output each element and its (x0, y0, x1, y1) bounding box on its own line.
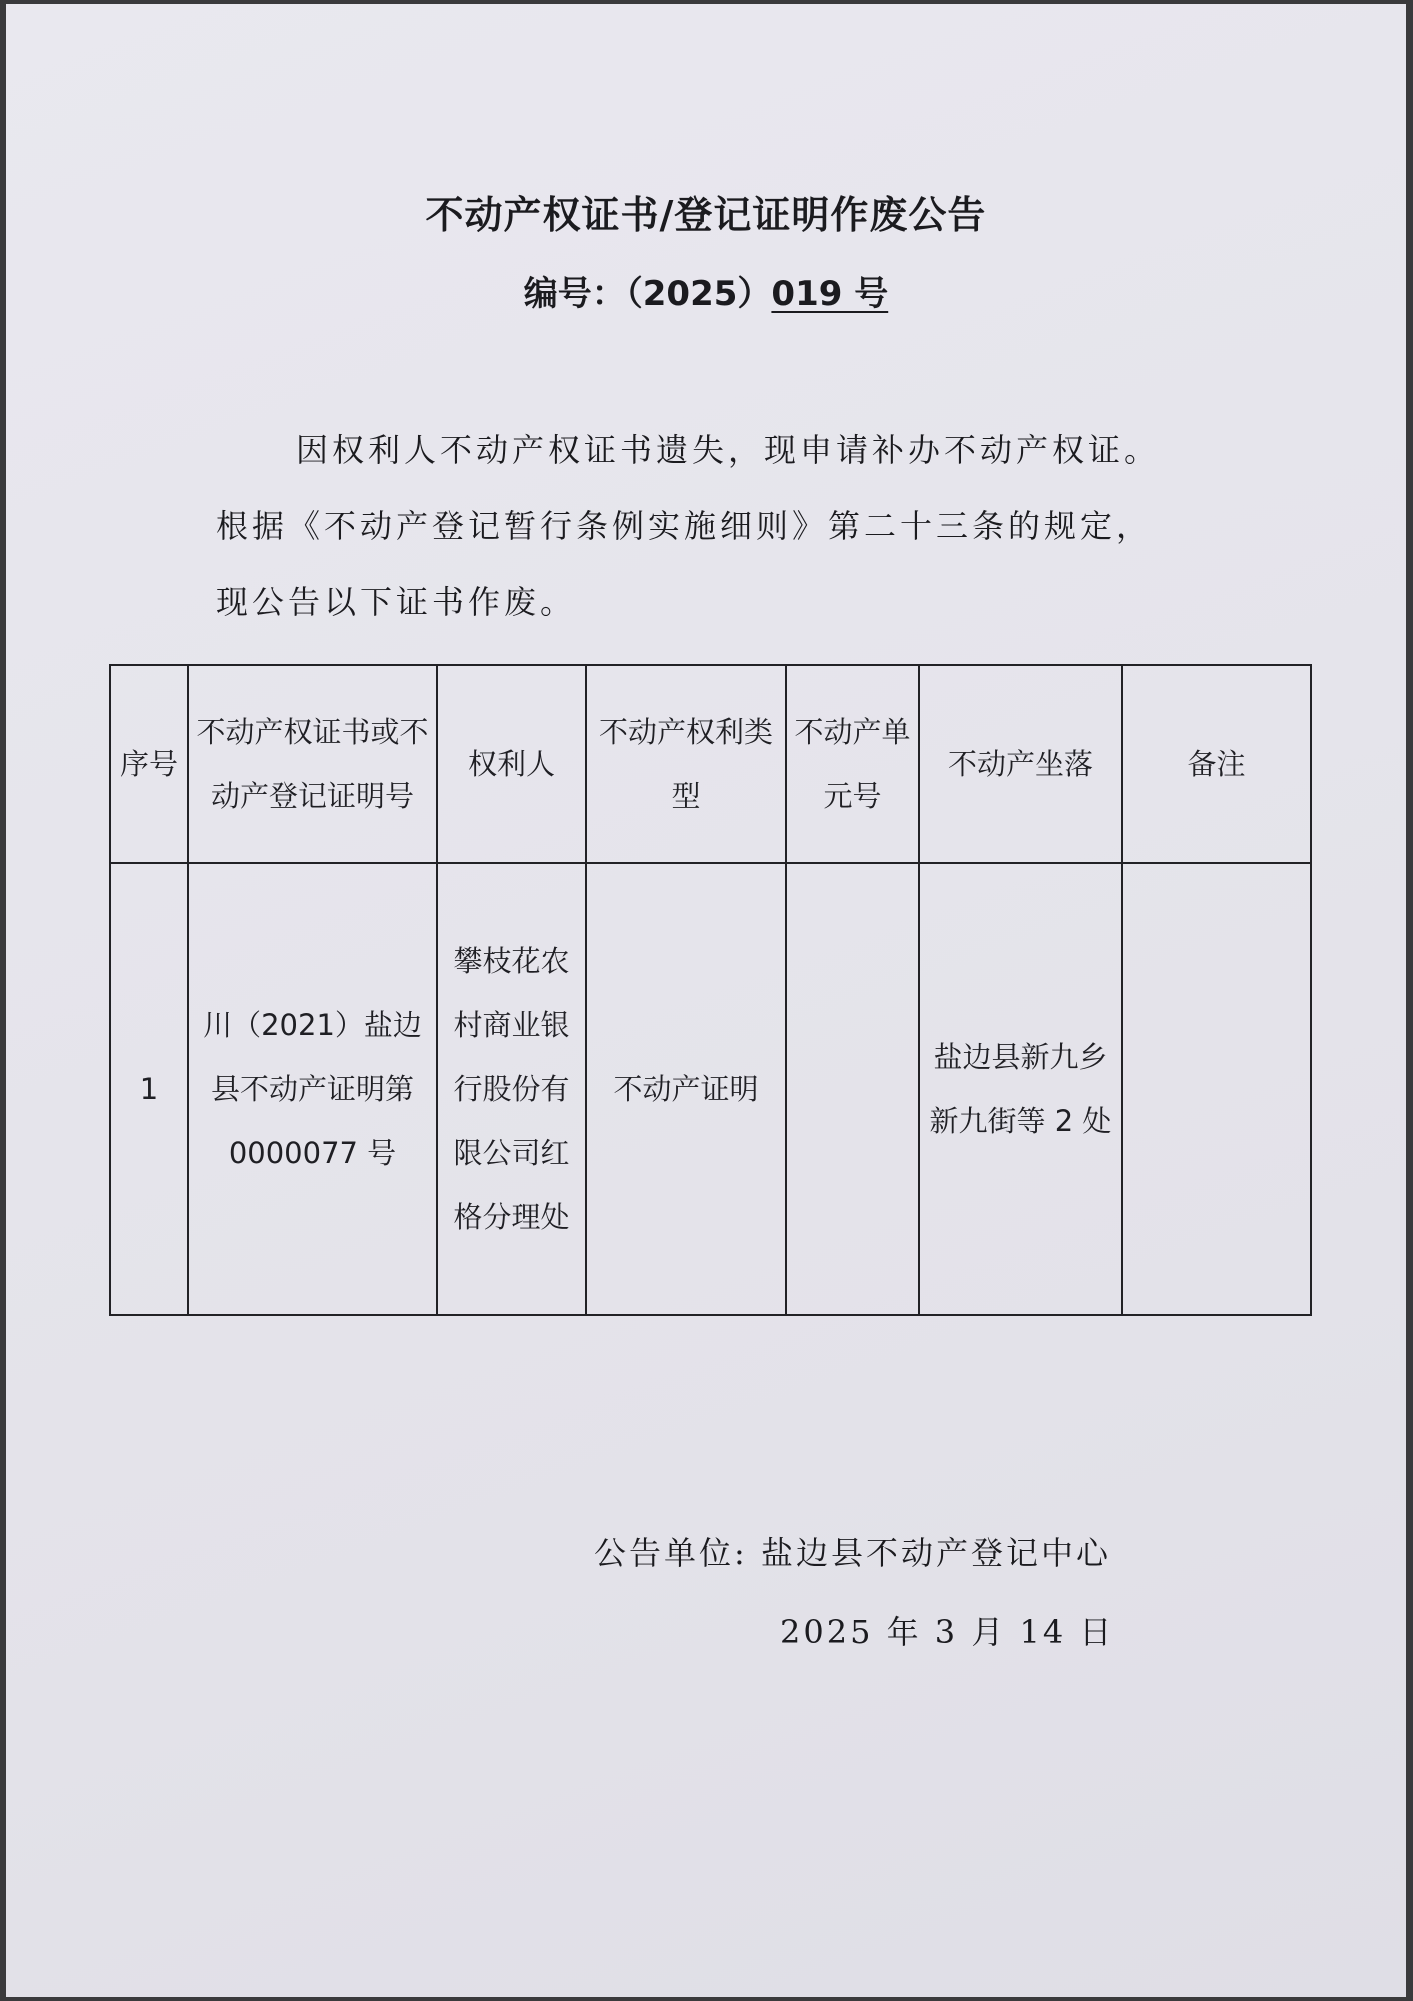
cell-remark (1122, 863, 1311, 1315)
header-index: 序号 (110, 665, 188, 863)
document-number (6, 266, 1406, 315)
cell-location: 盐边县新九乡新九街等 2 处 (919, 863, 1122, 1315)
header-remark: 备注 (1122, 665, 1311, 863)
announcement-date: 2025 年 3 月 14 日 (780, 1613, 1115, 1651)
announcing-unit: 公告单位: 盐边县不动产登记中心 (594, 1534, 1111, 1572)
notice-body-line-1: 因权利人不动产权证书遗失，现申请补办不动产权证。 (296, 431, 1161, 469)
notice-body (216, 412, 1226, 640)
document-number-value: 019 号 (771, 274, 889, 314)
document-number-prefix: 编号：（2025） (523, 274, 772, 314)
cell-right-type: 不动产证明 (586, 863, 786, 1315)
header-right-holder: 权利人 (437, 665, 586, 863)
header-location: 不动产坐落 (919, 665, 1122, 863)
void-certificate-table (109, 664, 1312, 1316)
table-header-row (110, 665, 1311, 863)
cell-index: 1 (110, 863, 188, 1315)
notice-document (6, 4, 1406, 1997)
cell-unit-no (786, 863, 919, 1315)
cell-right-holder: 攀枝花农村商业银行股份有限公司红格分理处 (437, 863, 586, 1315)
header-unit-no: 不动产单元号 (786, 665, 919, 863)
header-right-type: 不动产权利类 型 (586, 665, 786, 863)
notice-body-line-3: 现公告以下证书作废。 (216, 583, 577, 621)
table-row (110, 863, 1311, 1315)
cell-certificate-no: 川（2021）盐边县不动产证明第 0000077 号 (188, 863, 437, 1315)
notice-body-line-2: 根据《不动产登记暂行条例实施细则》第二十三条的规定， (216, 507, 1153, 545)
header-certificate-no: 不动产权证书或不动产登记证明号 (188, 665, 437, 863)
document-title: 不动产权证书/登记证明作废公告 (425, 193, 987, 237)
